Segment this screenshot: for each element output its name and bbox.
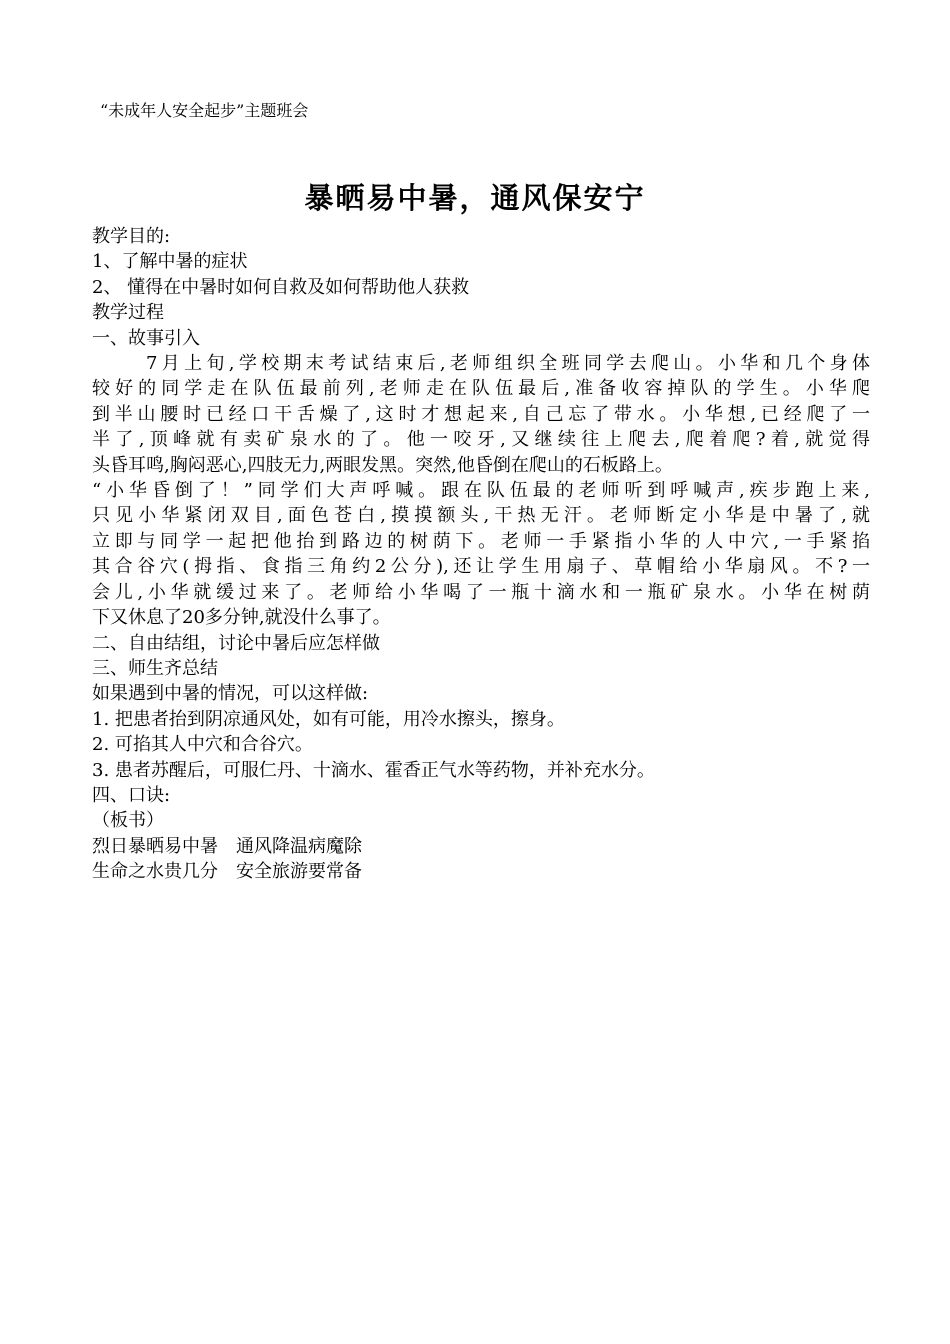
story-line: “小华昏倒了！”同学们大声呼喊。跟在队伍最的老师听到呼喊声,疾步跑上来, — [92, 480, 870, 502]
document-body — [92, 224, 870, 885]
story-line: 较好的同学走在队伍最前列,老师走在队伍最后,准备收容掉队的学生。小华爬 — [92, 378, 870, 400]
rhyme-line-2: 生命之水贵几分 安全旅游要常备 — [92, 861, 362, 883]
story-line: 到半山腰时已经口干舌燥了,这时才想起来,自己忘了带水。小华想,已经爬了一 — [92, 403, 870, 425]
summary-intro: 如果遇到中暑的情况，可以这样做: — [92, 683, 369, 705]
section-heading-2: 二、自由结组，讨论中暑后应怎样做 — [92, 632, 380, 654]
summary-step-3: 3. 患者苏醒后，可服仁丹、十滴水、霍香正气水等药物，并补充水分。 — [92, 759, 655, 781]
section-heading-1: 一、故事引入 — [92, 327, 200, 349]
story-line: 头昏耳鸣,胸闷恶心,四肢无力,两眼发黑。突然,他昏倒在爬山的石板路上。 — [92, 454, 673, 476]
goal-item-1: 1、了解中暑的症状 — [92, 251, 248, 273]
story-line: 只见小华紧闭双目,面色苍白,摸摸额头,干热无汗。老师断定小华是中暑了,就 — [92, 505, 870, 527]
process-heading: 教学过程 — [92, 302, 164, 324]
rhyme-line-1: 烈日暴晒易中暑 通风降温病魔除 — [92, 835, 362, 857]
summary-step-1: 1. 把患者抬到阴凉通风处，如有可能，用冷水擦头，擦身。 — [92, 708, 565, 730]
story-line: 会儿,小华就缓过来了。老师给小华喝了一瓶十滴水和一瓶矿泉水。小华在树荫 — [92, 581, 870, 603]
goal-item-2: 2、 懂得在中暑时如何自救及如何帮助他人获救 — [92, 276, 470, 298]
section-heading-3: 三、师生齐总结 — [92, 657, 218, 679]
section-heading-4: 四、口诀: — [92, 784, 171, 806]
header-note: “未成年人安全起步”主题班会 — [100, 101, 309, 120]
story-line: 半了,顶峰就有卖矿泉水的了。他一咬牙,又继续往上爬去,爬着爬?着,就觉得 — [92, 429, 870, 451]
document-title: 暴晒易中暑，通风保安宁 — [304, 181, 646, 215]
board-note: （板书） — [92, 810, 164, 832]
story-line: 下又休息了20多分钟,就没什么事了。 — [92, 607, 391, 629]
story-line: 其合谷穴(拇指、食指三角约2公分),还让学生用扇子、草帽给小华扇风。不?一 — [92, 556, 870, 578]
story-line: 立即与同学一起把他抬到路边的树荫下。老师一手紧指小华的人中穴,一手紧掐 — [92, 530, 870, 552]
summary-step-2: 2. 可掐其人中穴和合谷穴。 — [92, 734, 313, 756]
story-line: 7月上旬,学校期末考试结束后,老师组织全班同学去爬山。小华和几个身体 — [146, 353, 870, 375]
goal-heading: 教学目的: — [92, 226, 171, 247]
